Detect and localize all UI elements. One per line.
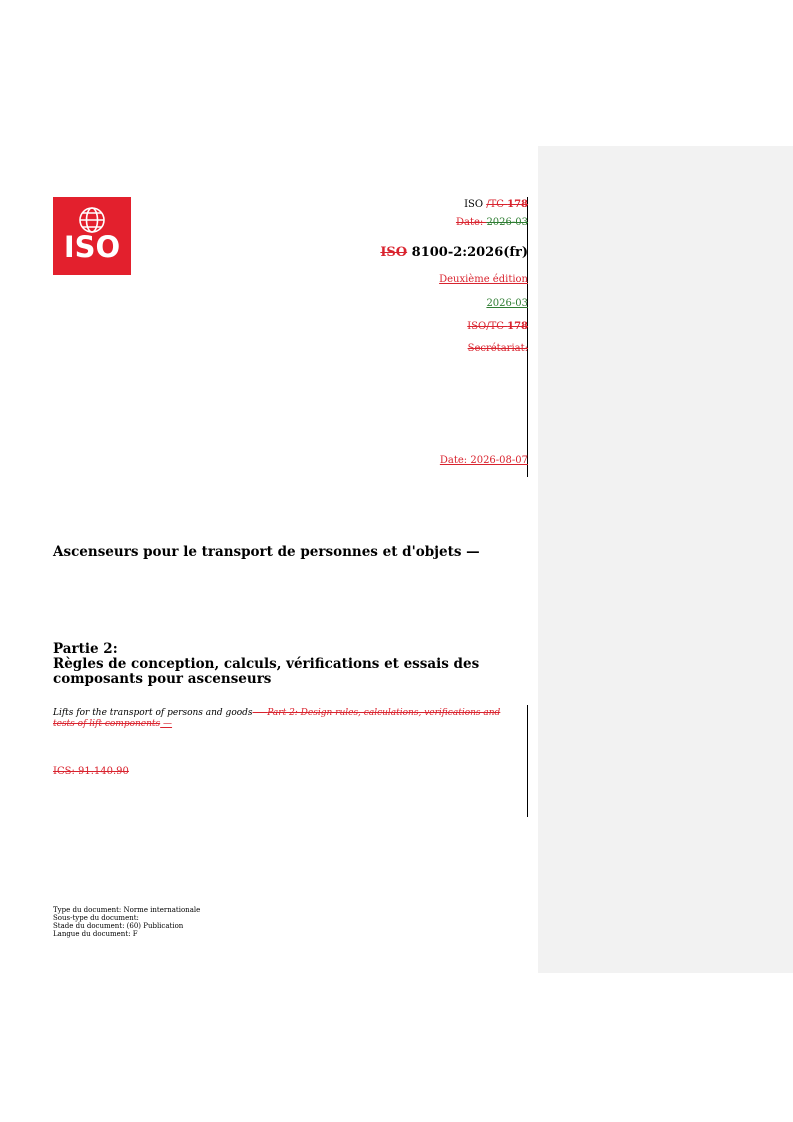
doc-language: Langue du document: F [53, 930, 138, 938]
main-title: Ascenseurs pour le transport de personnes et d'objets — [53, 544, 480, 560]
document-id: ISO 8100-2:2026(fr) [380, 245, 528, 260]
part-title-line2: composants pour ascenseurs [53, 671, 272, 687]
secretariat-deleted: Secrétariat: [467, 343, 528, 354]
header-iso-tc: ISO /TC 178 [464, 199, 528, 210]
document-info [53, 906, 200, 938]
edition-date: 2026-03 [486, 298, 528, 309]
part-label: Partie 2: [53, 641, 118, 657]
part-title-line1: Règles de conception, calculs, vérifications et essais des [53, 656, 480, 672]
doc-subtype: Sous-type du document: [53, 914, 139, 922]
change-bar [527, 197, 528, 477]
english-title: Lifts for the transport of persons and goods — Part 2: Design rules, calculations, verifications and tests of lift components — [53, 708, 501, 729]
tc-deleted: ISO/TC 178 [467, 321, 528, 332]
ics-deleted: ICS: 91.140.90 [53, 766, 129, 777]
header-date-deleted: Date: 2026-03 [455, 217, 528, 228]
change-bar [527, 705, 528, 817]
edition: Deuxième édition [439, 274, 528, 285]
doc-stage: Stade du document: (60) Publication [53, 922, 184, 930]
svg-text:ISO: ISO [63, 230, 121, 264]
comment-pane [538, 146, 793, 973]
doc-type: Type du document: Norme internationale [53, 906, 201, 914]
iso-logo [53, 197, 131, 275]
date-inserted: Date: 2026-08-07 [439, 455, 528, 466]
